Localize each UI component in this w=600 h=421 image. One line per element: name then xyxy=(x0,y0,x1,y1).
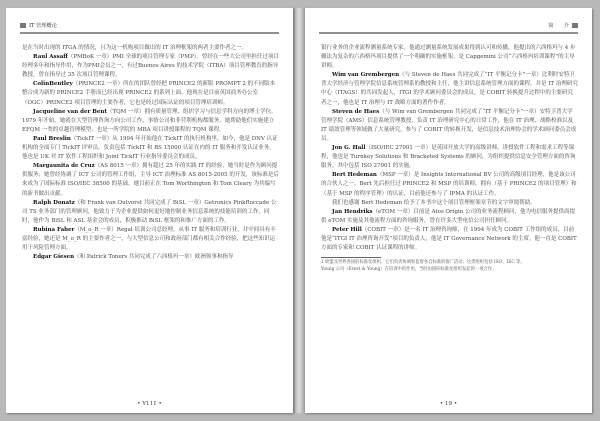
paragraph-text: （与 Wim van Grembergen 共同完成了“IT 平衡记分卡”一章）安特卫普大学管理学院（AMS）信息系统管理教授，负责 IT 治理研究中心的日常工作，他在 IT 治理、战略校准以及 IT 绩效管理等领域做了大量研究，参与了 COBIT 的转换开发，是信息技术治理协会的学术顾问委员会成员。 xyxy=(321,108,577,142)
right-page xyxy=(305,8,592,413)
paragraph-text: （eTOM 一章）目前是 Atos Origin 公司的业务流程顾问，他为电信服务提供商提供 eTOM 实施及其他流程方面的咨询服务，曾在许多大型电信公司担任顾问。 xyxy=(321,208,576,224)
footnote: Young 公司（Ernst & Young）在培训中的作用，当时由国际标准化组织发起的一项合作。 xyxy=(321,266,497,272)
author-name: Margaunita de Cruz xyxy=(33,163,95,170)
author-name: Bert Hedeman xyxy=(332,172,377,179)
header-title: 简 介 xyxy=(548,23,569,29)
author-name: Jon G. Hall xyxy=(332,145,366,152)
paragraph-text: （AS 8015 一章）拥有超过 25 年的实践 IT 的经验，她当时是作为顾问提供服务；她曾经协调了 ICT 公司的管理工作组，主导 ICT 治理标准 AS 8015-2005 的开发，该标准是后来成为了国际标准 ISO/IEC 38500 的基础。她目前正在 Tom Worthington 和 Tom Cleary 为其编写的新书做出贡献。 xyxy=(22,163,279,197)
paragraph xyxy=(22,44,279,53)
paragraph-text: （与 Steven de Haes 共同完成了“IT 平衡记分卡”一章）比利时安特卫普大学经济与管理学院信息系统管理系的教授和主任，他主讲信息系统管理方面的课程，并是 IT 治理研究中心（ITAGS）的共同发起人，ITGI 的学术顾问委员会的成员，是 COBIT 转换提升过程中的主要研究者之一，他也是 IT 治理与 IT 战略方面的著作作者。 xyxy=(321,72,578,106)
author-name: Steven de Haes xyxy=(332,108,380,115)
page-number: • 19 • xyxy=(439,401,458,407)
paragraph-text: （PMBoK 一章）PMI 全球的项目管理专家（PMP）。曾经在一些大公司里担任过项目经理多年和指导作用，作为PMI会员之一，有过Buenos Aires 的技术学院（ITBA）项目管理教育的指导教授，曾在指导过 35 次项目管理课程。 xyxy=(22,54,279,79)
paragraph xyxy=(22,108,279,135)
author-name: Ralph Donatz xyxy=(33,199,75,206)
paragraph-text: 银行业务的企业流程测量系统专家。他通过测量系统发展成果得到认可和传播，他提出的六西格玛与 4 步骤法为复杂的六西格玛项目提供了一个明确的实施框架。是 Capgemini 公司“六西格玛培训课程”的主导讲师。 xyxy=(321,45,576,70)
paragraph-text: （和 Patrick Toners 共同完成了六西格玛一章）欧洲领事和指导 xyxy=(74,254,234,261)
paragraph xyxy=(22,226,279,253)
author-name: Raul Assaff xyxy=(33,54,68,61)
paragraph-text: 是在当时出现的 ITGA 的情况，且为这一机构项目做出的 IT 治理框架的两者主要作者之一。 xyxy=(22,45,248,51)
author-name: Paul Breslin xyxy=(33,135,71,142)
left-page xyxy=(6,8,293,413)
author-name: Edgar Giesen xyxy=(33,254,75,261)
footnote: 1 欧盟及世界各国的标准化组织，它们负责协调和监督各自标准的推广活动；这类组织包括 ISO、IEC 等。 xyxy=(321,260,525,266)
paragraph xyxy=(22,80,279,107)
paragraph-text: （M_o_R 一章）Regal 培训公司总经理，从事 IT 服务和培训行业，并中间具有丰富经验，她还是 M_o_R 的主要作者之一，与大型信息公司和政府部门都有相关合作经验，把这些知识运用于风险管理方面。 xyxy=(22,226,276,252)
paragraph-text: （MSP 一章）是 Insights International BV 公司的高级项目经理，他是该公司的合伙人之一。Bert 先后担任过 PRINCE2 和 MSP 的培训师，拥有（基于 PRINCE2 的项目管理）和（基于 MSP 的程序管理）的认证，目前他还参与了 IPMA 的认证工作。 xyxy=(321,172,577,197)
paragraph xyxy=(22,253,279,262)
paragraph xyxy=(321,199,578,208)
page-body xyxy=(22,44,279,391)
paragraph xyxy=(321,226,578,253)
paragraph xyxy=(22,162,279,198)
footnote-rule xyxy=(321,257,381,258)
running-header xyxy=(319,22,578,34)
header-block-icon xyxy=(572,23,578,28)
paragraph-text: （ISO/IEC 27001 一章）是英国开放大学的高级讲师，讲授软件工程和需求工程等课程，他也是 Turnkey Solutions 和 Bracketed Systems 的顾问，为组织提供信息安全管理方面的咨询服务，其中包括 ISO 27001 的实施。 xyxy=(321,145,576,170)
paragraph xyxy=(321,208,578,226)
header-block-icon xyxy=(20,23,26,28)
paragraph xyxy=(22,135,279,162)
paragraph xyxy=(321,108,578,144)
paragraph xyxy=(321,44,578,71)
author-name: ColinBentley xyxy=(33,81,73,88)
paragraph xyxy=(22,53,279,80)
paragraph-text: （TickIT 一章）从 1994 年开始他在 TickIT 的执行机构里，如今，他是 DNV 认证机构的全面专门 TickIT 评审员，负责包括 TickIT 和 BS 15000 认证在内的 IT 服务和开发认证业务。他也是 UK 对 IT 软件工程组织和 Joint TickIT 行业指导委员会的成员。 xyxy=(22,135,278,161)
paragraph-text: （PRINCE2 一章）所在的团队曾经把 PRINCE2 的新版 PROMPT 2 的不同版本整合成为新的 PRINCE2 手册而已经出现 PRINCE2 的系列上面，他现在是目前英国商务办公室（OGC）PRINCE2 项目管理的主要作者，它也是经过国际认证的项目管理培训师。 xyxy=(22,81,276,106)
header-title: IT 管理概论 xyxy=(29,23,57,29)
paragraph xyxy=(22,199,279,226)
paragraph-text: （TQM 一章）拥有质量管理、组织学习与信息学科方向的博士学位。1979 年开始，她就在大型管理咨询方向公司工作，事情公司和非营利机构都服务，她帮助他们实施建立 EFQM 一类的卓越管理模型，也是一所学院的 MBA 项目讲授课程的 TQM 课程。 xyxy=(22,108,277,133)
author-name: Rubina Faber xyxy=(33,226,75,233)
paragraph-text: （和 Frank van Outvorst 共同完成了 BiSL 一章）Getronics PinkRoccade 公司 TS 业务部门的管理顾问，他致力于为企业提供如何更好地控制业务信息系统的技能培训的工作，同时，他作为 BiSL 和 ASL 基金会的成员，积极推动 BiSL 框架的和推广方面的工作。 xyxy=(22,199,277,224)
author-name: Peter Hill xyxy=(332,226,362,233)
book-spine xyxy=(293,8,305,413)
paragraph-text: （COBIT 一章）是一名 IT 治理咨询师，在 1994 年成为 COBIT 工作组的成员，目前他是“ITGI IT 治理咨询开发”项目的负责人，他是 IT Governance Network 的主席。他一直是 COBIT 方面的专家和 COBIT 认证课程的讲师。 xyxy=(321,226,577,252)
author-name: Jan Hendriks xyxy=(332,208,373,215)
paragraph xyxy=(321,171,578,198)
author-name: Wim van Grembergen xyxy=(332,72,400,79)
author-name: Jacqueline van der Bent xyxy=(33,108,107,115)
paragraph-text: 我们也感谢 Bert Hedeman 给予了本书中这个项目管理框架章节的文字审阅帮助。 xyxy=(332,199,536,206)
paragraph xyxy=(321,144,578,171)
page-body xyxy=(321,44,578,391)
running-header xyxy=(20,22,279,34)
page-number: • Y111 • xyxy=(137,401,162,407)
paragraph xyxy=(321,71,578,107)
